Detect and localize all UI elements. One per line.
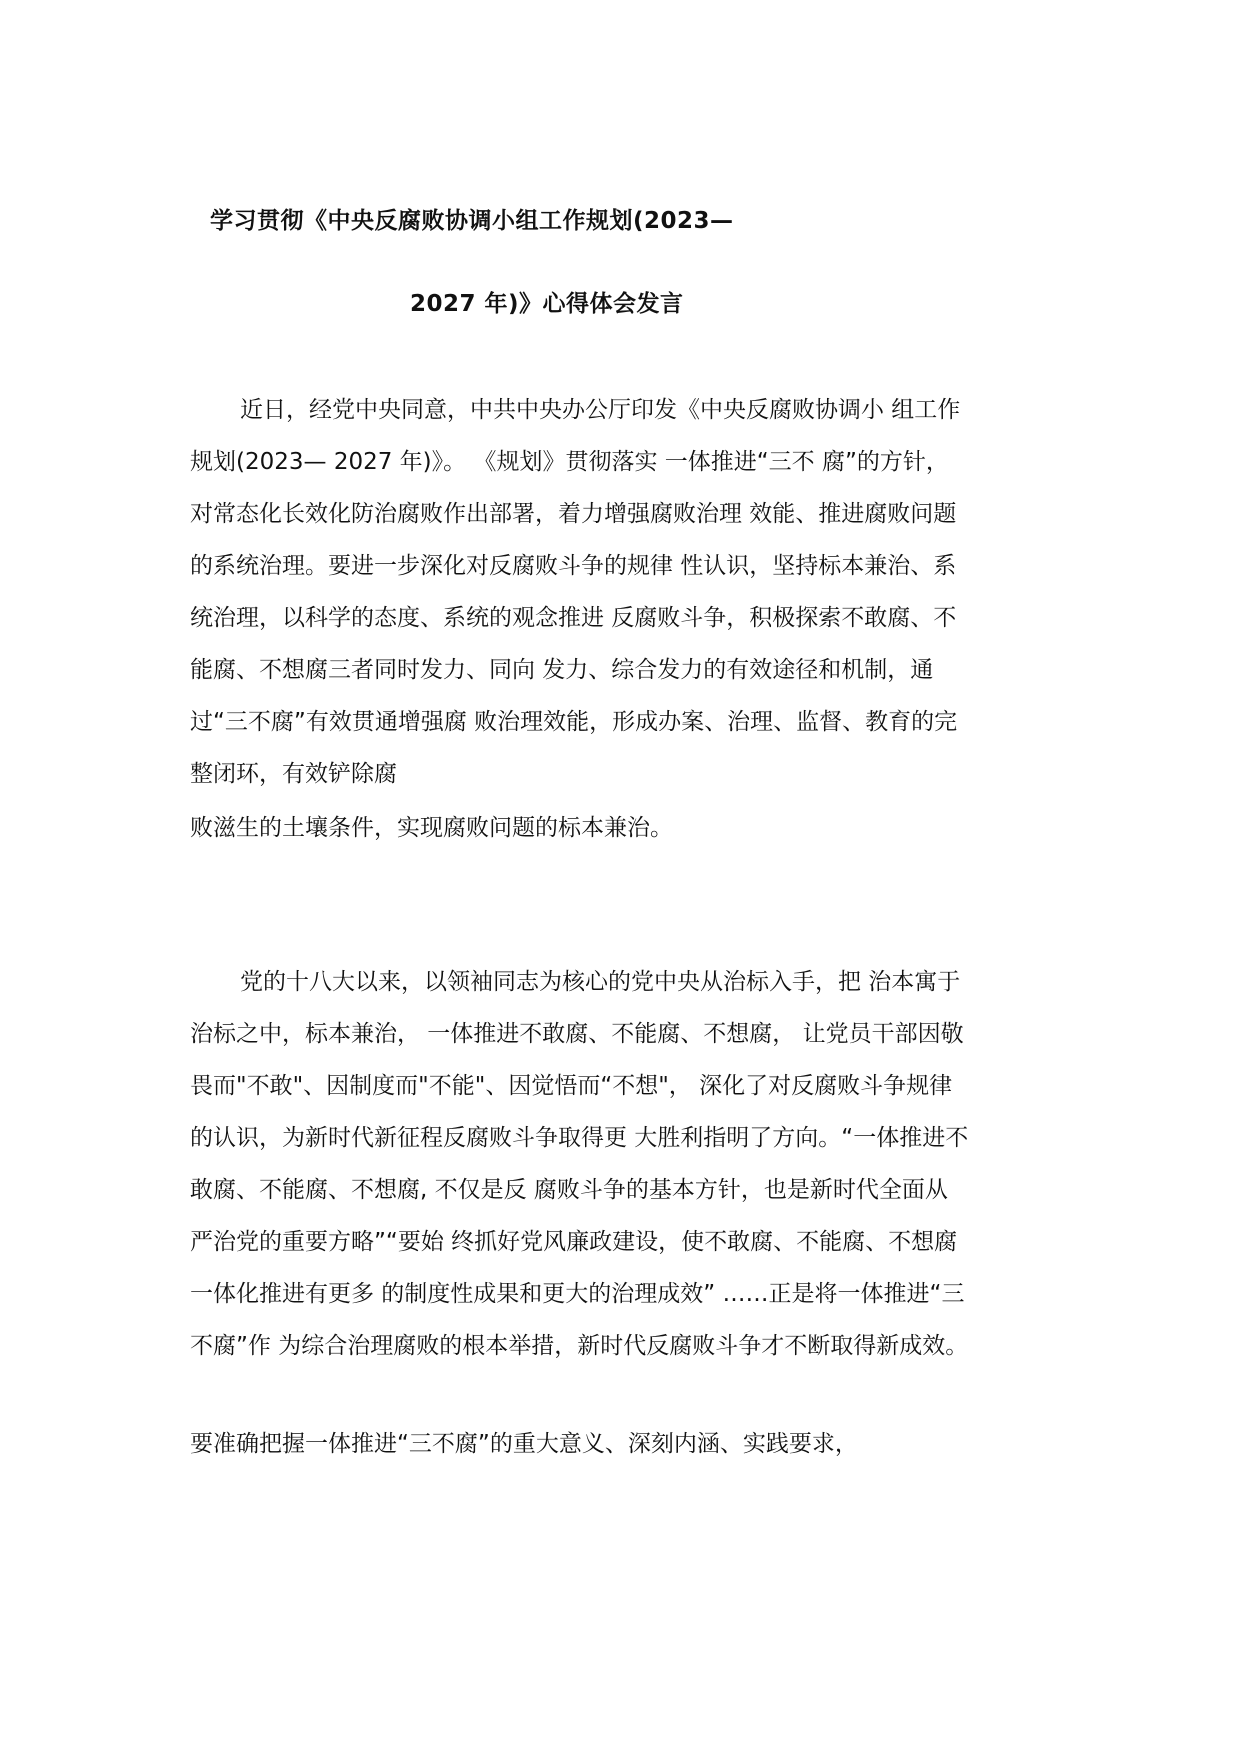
paragraph-1-line: 能腐、不想腐三者同时发力、同向 发力、综合发力的有效途径和机制，通: [190, 657, 934, 683]
paragraph-1-continuation: [190, 802, 1070, 854]
paragraph-2-line: 畏而"不敢"、因制度而"不能"、因觉悟而“不想"， 深化了对反腐败斗争规律: [190, 1073, 953, 1099]
paragraph-1-line: 的系统治理。要进一步深化对反腐败斗争的规律 性认识，坚持标本兼治、系: [190, 553, 957, 579]
paragraph-1-line: 统治理，以科学的态度、系统的观念推进 反腐败斗争，积极探索不敢腐、不: [190, 605, 957, 631]
paragraph-2-line: 一体化推进有更多 的制度性成果和更大的治理成效” ……正是将一体推进“三: [190, 1281, 965, 1307]
paragraph-2-line: 不腐”作 为综合治理腐败的根本举措，新时代反腐败斗争才不断取得新成效。: [190, 1333, 969, 1359]
paragraph-1-line: 整闭环，有效铲除腐: [190, 761, 397, 787]
paragraph-1-line: 近日，经党中央同意，中共中央办公厅印发《中央反腐败协调小 组工作: [240, 397, 961, 423]
paragraph-1-line: 对常态化长效化防治腐败作出部署，着力增强腐败治理 效能、推进腐败问题: [190, 501, 957, 527]
paragraph-1-line: 规划(2023— 2027 年)》。 《规划》贯彻落实 一体推进“三不 腐”的方针，: [190, 449, 949, 475]
paragraph-2-line: 党的十八大以来，以领袖同志为核心的党中央从治标入手，把 治本寓于: [240, 969, 961, 995]
document-title-line-2: 2027 年)》心得体会发言: [410, 291, 684, 317]
paragraph-2: [190, 956, 1070, 1372]
paragraph-2-line: 的认识，为新时代新征程反腐败斗争取得更 大胜利指明了方向。“一体推进不: [190, 1125, 969, 1151]
paragraph-1-continuation-line: 败滋生的土壤条件，实现腐败问题的标本兼治。: [190, 815, 673, 841]
paragraph-3-line: 要准确把握一体推进“三不腐”的重大意义、深刻内涵、实践要求，: [190, 1431, 858, 1457]
paragraph-2-line: 严治党的重要方略”“要始 终抓好党风廉政建设，使不敢腐、不能腐、不想腐: [190, 1229, 958, 1255]
document-title-line-1: 学习贯彻《中央反腐败协调小组工作规划(2023—: [210, 208, 734, 234]
paragraph-2-line: 敢腐、不能腐、不想腐, 不仅是反 腐败斗争的基本方针，也是新时代全面从: [190, 1177, 948, 1203]
paragraph-2-line: 治标之中，标本兼治， 一体推进不敢腐、不能腐、不想腐， 让党员干部因敬: [190, 1021, 964, 1047]
paragraph-3: [190, 1418, 1070, 1470]
paragraph-1-line: 过“三不腐”有效贯通增强腐 败治理效能，形成办案、治理、监督、教育的完: [190, 709, 958, 735]
paragraph-1: [190, 384, 1070, 800]
